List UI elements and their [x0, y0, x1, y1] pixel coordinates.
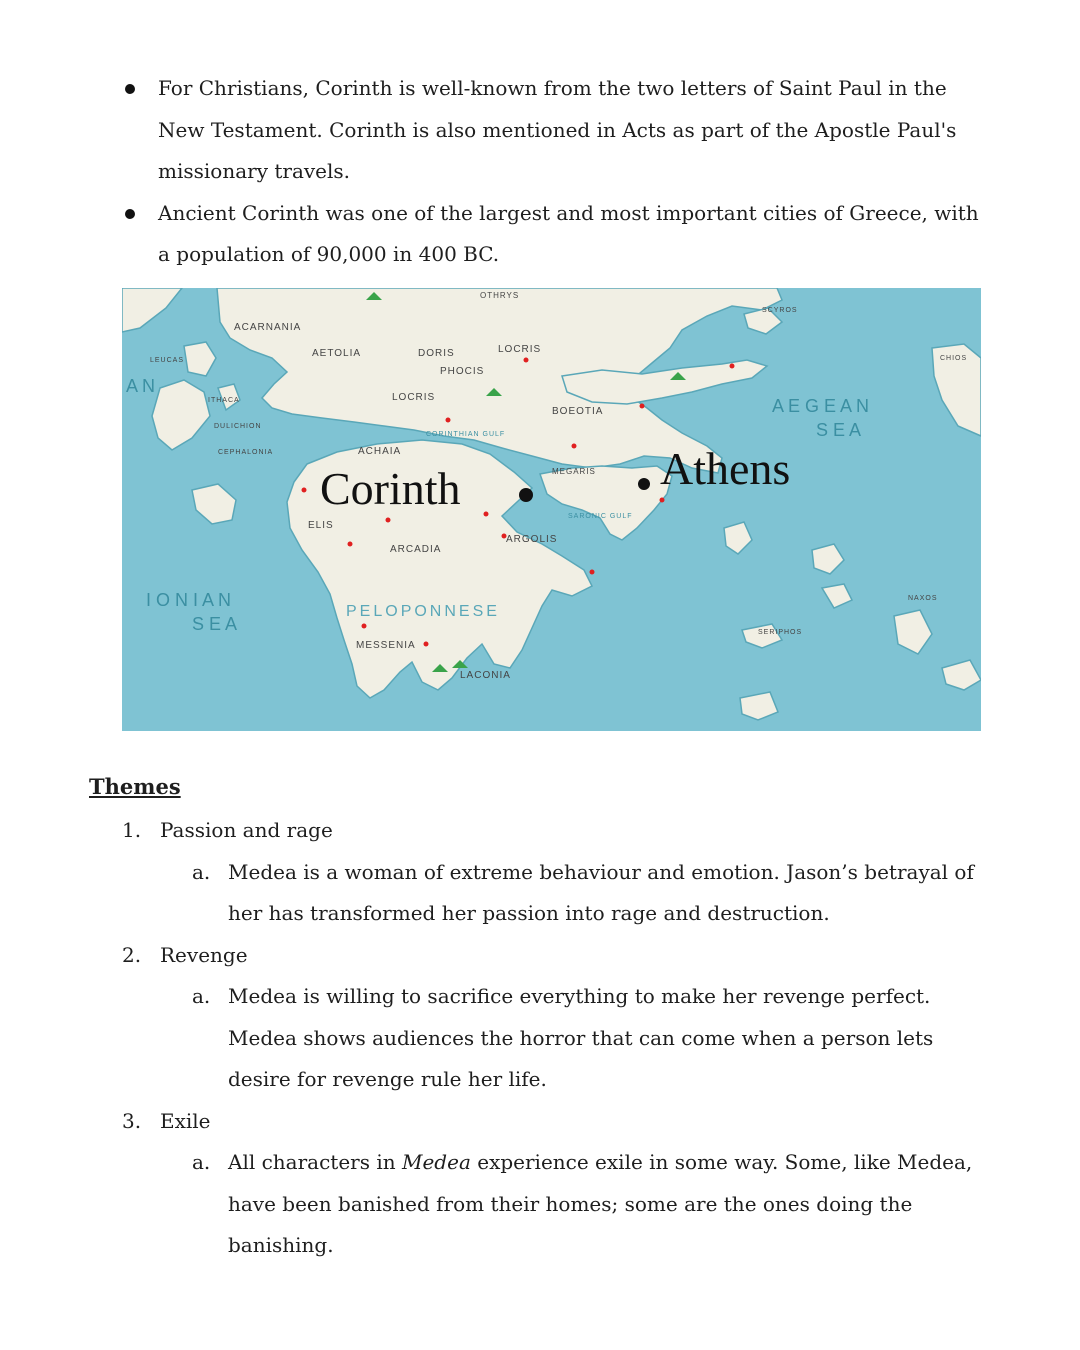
- label-ionian-sea-1: I O N I A N: [146, 590, 232, 610]
- intro-bullet: [120, 193, 990, 276]
- map-of-ancient-greece: [122, 288, 981, 731]
- themes-list: [122, 810, 1002, 1267]
- label-locris-east: LOCRIS: [498, 344, 542, 355]
- intro-bullet-text: Ancient Corinth was one of the largest and most important cities of Greece, with a population of 90,000 in 400 BC.: [158, 200, 979, 266]
- label-megaris: MEGARIS: [552, 467, 596, 476]
- theme-number: 2.: [122, 942, 142, 967]
- label-locris-west: LOCRIS: [392, 392, 436, 403]
- label-ionian-edge: A N: [126, 376, 156, 396]
- label-aegean-sea-1: A E G E A N: [772, 396, 870, 416]
- theme-item: [122, 935, 1002, 1101]
- bullet-dot-icon: [125, 84, 135, 94]
- theme-subitem: [122, 976, 1002, 1101]
- label-ithaca: ITHACA: [208, 397, 240, 404]
- label-elis: ELIS: [308, 520, 334, 531]
- label-seriphos: SERIPHOS: [758, 629, 803, 636]
- label-corinth: Corinth: [320, 463, 461, 514]
- city-marker-icon: [386, 518, 391, 523]
- city-marker-icon: [590, 570, 595, 575]
- label-scyros: SCYROS: [762, 307, 798, 314]
- subitem-text: [228, 1150, 972, 1257]
- subitem-text-after: experience exile in some way. Some, like Medea, have been banished from their homes; some are the ones doing the banishing.: [228, 1150, 973, 1257]
- play-title-medea: Medea: [401, 1150, 471, 1174]
- theme-item: [122, 1101, 1002, 1267]
- label-achaia: ACHAIA: [358, 446, 402, 457]
- city-marker-icon: [502, 534, 507, 539]
- label-peloponnese: PELOPONNESE: [346, 603, 500, 620]
- intro-bullet-list: [120, 68, 990, 276]
- label-messenia: MESSENIA: [356, 640, 416, 651]
- city-marker-icon: [572, 444, 577, 449]
- label-chios: CHIOS: [940, 355, 968, 362]
- theme-subitem: [122, 852, 1002, 935]
- city-marker-icon: [484, 512, 489, 517]
- theme-subitem: [122, 1142, 1002, 1267]
- theme-heading: [122, 810, 1002, 852]
- label-athens: Athens: [660, 443, 791, 494]
- label-naxos: NAXOS: [908, 595, 938, 602]
- label-acarnania: ACARNANIA: [234, 322, 302, 333]
- city-marker-icon: [348, 542, 353, 547]
- theme-item: [122, 810, 1002, 935]
- label-saronic-gulf: SARONIC GULF: [568, 513, 633, 520]
- city-marker-icon: [446, 418, 451, 423]
- theme-heading: [122, 1101, 1002, 1143]
- subitem-text-before: All characters in: [228, 1150, 402, 1174]
- athens-marker-icon: [638, 478, 650, 490]
- label-ionian-sea-2: S E A: [192, 614, 238, 634]
- label-cephalonia: CEPHALONIA: [218, 449, 274, 456]
- theme-title: Revenge: [160, 942, 248, 967]
- label-doris: DORIS: [418, 348, 455, 359]
- label-arcadia: ARCADIA: [390, 544, 442, 555]
- subitem-text: Medea is a woman of extreme behaviour and emotion. Jason’s betrayal of her has transformed her passion into rage and destruction.: [228, 859, 974, 925]
- label-phocis: PHOCIS: [440, 366, 485, 377]
- city-marker-icon: [730, 364, 735, 369]
- intro-bullet: [120, 68, 990, 193]
- label-othrys: OTHRYS: [480, 291, 520, 300]
- map-svg: [122, 288, 981, 731]
- theme-number: 1.: [122, 818, 142, 842]
- label-dulichion: DULICHION: [214, 423, 262, 430]
- theme-heading: [122, 935, 1002, 977]
- city-marker-icon: [362, 624, 367, 629]
- intro-bullet-text: For Christians, Corinth is well-known from the two letters of Saint Paul in the New Testament. Corinth is also mentioned in Acts as part of the Apostle Paul's missionary travels.: [158, 76, 957, 183]
- subitem-letter: a.: [192, 859, 211, 884]
- theme-title: Exile: [160, 1108, 211, 1133]
- theme-title: Passion and rage: [160, 818, 333, 842]
- label-boeotia: BOEOTIA: [552, 406, 604, 417]
- label-aegean-sea-2: S E A: [816, 420, 862, 440]
- bullet-dot-icon: [125, 209, 135, 219]
- city-marker-icon: [424, 642, 429, 647]
- themes-heading: Themes: [89, 774, 181, 799]
- subitem-letter: a.: [192, 984, 211, 1008]
- city-marker-icon: [302, 488, 307, 493]
- city-marker-icon: [660, 498, 665, 503]
- city-marker-icon: [640, 404, 645, 409]
- corinth-marker-icon: [519, 488, 533, 502]
- label-aetolia: AETOLIA: [312, 348, 362, 359]
- theme-number: 3.: [122, 1108, 142, 1133]
- subitem-letter: a.: [192, 1150, 211, 1174]
- subitem-text: Medea is willing to sacrifice everything to make her revenge perfect. Medea shows audiences the horror that can come when a person lets desire for revenge rule her life.: [228, 984, 934, 1091]
- city-marker-icon: [524, 358, 529, 363]
- label-laconia: LACONIA: [460, 670, 511, 681]
- label-corinthian-gulf: CORINTHIAN GULF: [426, 431, 506, 438]
- label-argolis: ARGOLIS: [506, 534, 558, 545]
- label-leucas: LEUCAS: [150, 357, 185, 364]
